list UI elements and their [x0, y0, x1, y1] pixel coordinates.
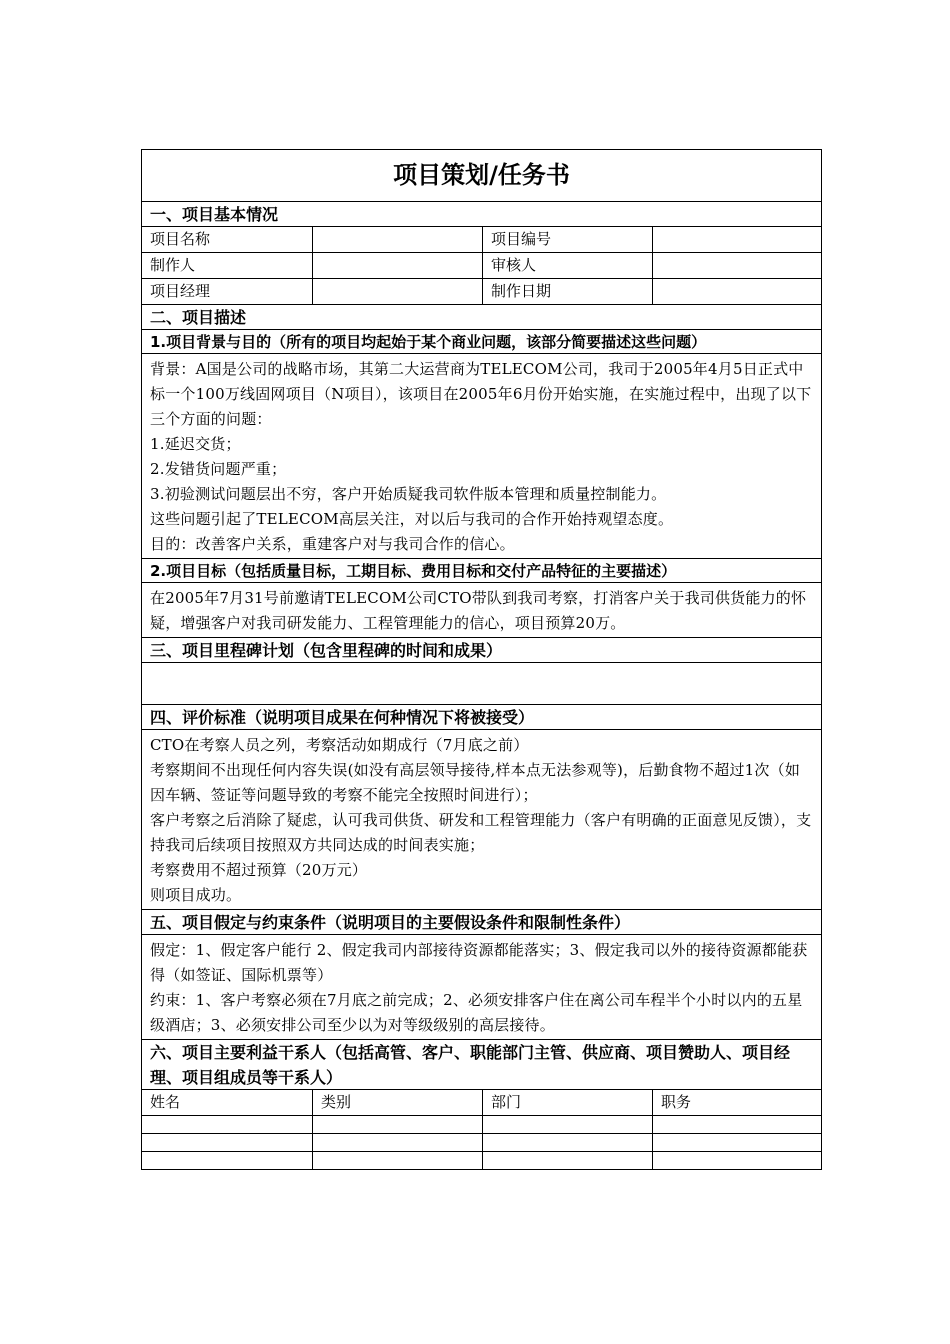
- criteria-line: 客户考察之后消除了疑虑，认可我司供货、研发和工程管理能力（客户有明确的正面意见反馈），支持我司后续项目按照双方共同达成的时间表实施；: [150, 811, 812, 854]
- criteria-line: 则项目成功。: [150, 886, 242, 904]
- table-cell[interactable]: [312, 1152, 482, 1169]
- value-author[interactable]: [312, 253, 482, 278]
- info-row-author: [142, 252, 821, 278]
- table-cell[interactable]: [312, 1116, 482, 1133]
- section-criteria-heading: 四、评价标准（说明项目成果在何种情况下将被接受）: [142, 704, 821, 729]
- stakeholder-table-header: [142, 1089, 821, 1115]
- background-line: 这些问题引起了TELECOM高层关注，对以后与我司的合作开始持观望态度。: [150, 510, 674, 528]
- table-cell[interactable]: [652, 1134, 821, 1151]
- table-cell[interactable]: [142, 1116, 312, 1133]
- table-cell[interactable]: [482, 1134, 652, 1151]
- section-basic-info-heading: 一、项目基本情况: [142, 201, 821, 226]
- assumptions-text: [142, 934, 821, 1039]
- table-cell[interactable]: [312, 1134, 482, 1151]
- label-project-number: 项目编号: [482, 227, 652, 252]
- assumptions-line: 假定：1、假定客户能行 2、假定我司内部接待资源都能落实；3、假定我司以外的接待资源都能获得（如签证、国际机票等）: [150, 941, 808, 984]
- value-project-number[interactable]: [652, 227, 821, 252]
- value-project-manager[interactable]: [312, 279, 482, 304]
- criteria-line: 考察费用不超过预算（20万元）: [150, 861, 368, 879]
- value-project-name[interactable]: [312, 227, 482, 252]
- table-row: [142, 1133, 821, 1151]
- value-reviewer[interactable]: [652, 253, 821, 278]
- column-header-name: 姓名: [150, 1093, 181, 1111]
- background-line: 3.初验测试问题层出不穷，客户开始质疑我司软件版本管理和质量控制能力。: [150, 485, 667, 503]
- table-cell[interactable]: [482, 1116, 652, 1133]
- section-description-heading: 二、项目描述: [142, 304, 821, 329]
- milestones-blank-area[interactable]: [142, 662, 821, 704]
- column-header-category: 类别: [312, 1090, 482, 1115]
- section-stakeholders-heading: 六、项目主要利益干系人（包括高管、客户、职能部门主管、供应商、项目赞助人、项目经理、项目组成员等干系人）: [142, 1039, 821, 1089]
- info-row-manager: [142, 278, 821, 304]
- section-milestones-heading: 三、项目里程碑计划（包含里程碑的时间和成果）: [142, 637, 821, 662]
- table-row: [142, 1115, 821, 1133]
- constraints-line: 约束：1、客户考察必须在7月底之前完成；2、必须安排客户住在离公司车程半个小时以内的五星级酒店；3、必须安排公司至少以为对等级级别的高层接待。: [150, 991, 803, 1034]
- label-reviewer: 审核人: [482, 253, 652, 278]
- background-line: 1.延迟交货；: [150, 435, 241, 453]
- background-line: 背景：A国是公司的战略市场，其第二大运营商为TELECOM公司，我司于2005年4月5日正式中标一个100万线固网项目（N项目），该项目在2005年6月份开始实施，在实施过程中，出现了以下三个方面的问题：: [150, 360, 812, 428]
- subsection-goals-heading: 2.项目目标（包括质量目标，工期目标、费用目标和交付产品特征的主要描述）: [142, 558, 821, 582]
- table-cell[interactable]: [142, 1134, 312, 1151]
- table-cell[interactable]: [482, 1152, 652, 1169]
- goals-line: 在2005年7月31号前邀请TELECOM公司CTO带队到我司考察，打消客户关于我司供货能力的怀疑，增强客户对我司研发能力、工程管理能力的信心，项目预算20万。: [150, 589, 807, 632]
- background-line: 目的：改善客户关系，重建客户对与我司合作的信心。: [150, 535, 515, 553]
- page-title: 项目策划/任务书: [393, 161, 570, 189]
- label-project-manager: 项目经理: [150, 282, 211, 300]
- background-text: [142, 353, 821, 558]
- goals-text: [142, 582, 821, 637]
- label-author: 制作人: [150, 256, 196, 274]
- project-charter-form: [141, 149, 822, 1170]
- section-assumptions-heading: 五、项目假定与约束条件（说明项目的主要假设条件和限制性条件）: [142, 909, 821, 934]
- label-project-name: 项目名称: [150, 230, 211, 248]
- criteria-line: 考察期间不出现任何内容失误(如没有高层领导接待,样本点无法参观等)，后勤食物不超过1次（如因车辆、签证等问题导致的考察不能完全按照时间进行）；: [150, 761, 801, 804]
- value-creation-date[interactable]: [652, 279, 821, 304]
- table-row: [142, 1151, 821, 1169]
- criteria-text: [142, 729, 821, 909]
- criteria-line: CTO在考察人员之列，考察活动如期成行（7月底之前）: [150, 736, 529, 754]
- column-header-department: 部门: [482, 1090, 652, 1115]
- table-cell[interactable]: [142, 1152, 312, 1169]
- table-cell[interactable]: [652, 1116, 821, 1133]
- info-row-project-name: [142, 226, 821, 252]
- background-line: 2.发错货问题严重；: [150, 460, 287, 478]
- label-creation-date: 制作日期: [482, 279, 652, 304]
- subsection-background-heading: 1.项目背景与目的（所有的项目均起始于某个商业问题，该部分简要描述这些问题）: [142, 329, 821, 353]
- column-header-position: 职务: [652, 1090, 821, 1115]
- table-cell[interactable]: [652, 1152, 821, 1169]
